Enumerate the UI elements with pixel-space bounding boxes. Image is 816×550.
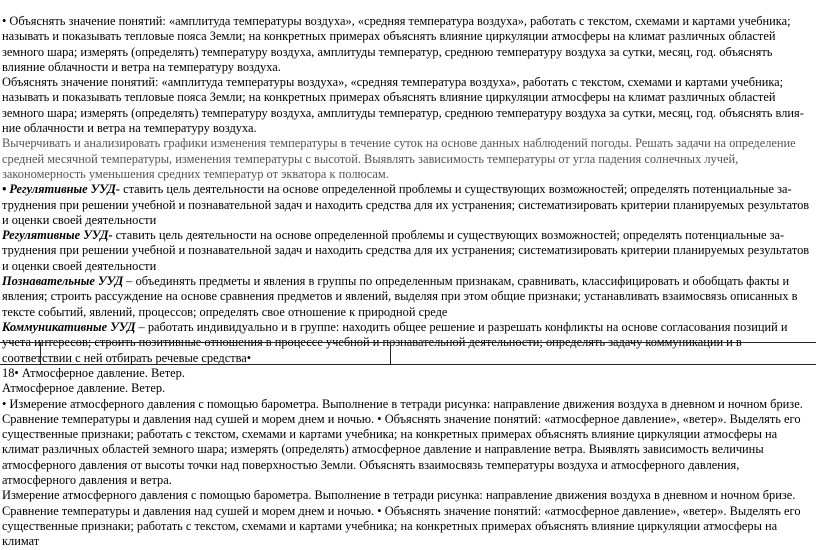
table-cell-border bbox=[40, 342, 41, 364]
cognitive-uud bbox=[0, 274, 816, 320]
objectives-paragraph: • Объяснять значение понятий: «амплитуда температуры воздуха», «средняя температура воздуха», работать с текстом, схемами и картами учебника; называть и показывать тепловые пояса Земли; на конкретных примерах объяснять влияние циркуляции атмосферы на климат различных областей земного шара; измерять (определять) температуру воздуха, амплитуды температур, среднюю температуру воздуха за сутки, месяц, год. объяснять влияние облачности и ветра на температуру воздуха. bbox=[2, 14, 791, 74]
regulative-uud-label-2: Регулятивные УУД- bbox=[2, 228, 113, 243]
communicative-uud-text: – работать индивидуально и в группе: находить общее решение и разрешать конфликты на основе согласования позиций и учета интересов; строить позитивные отношения в процессе учебной и познавательной деятельности; определять задачу коммуникации и в соответствии с ней отбирать речевые средства• bbox=[2, 319, 788, 365]
table-row-divider bbox=[0, 342, 816, 364]
lesson-topic: Атмосферное давление. Ветер. bbox=[21, 366, 185, 380]
table-cell-border bbox=[390, 342, 391, 364]
lesson-topic-repeat: Атмосферное давление. Ветер. bbox=[2, 381, 166, 396]
lesson-heading bbox=[0, 366, 816, 381]
lesson-18-block bbox=[0, 366, 816, 550]
table-border-top bbox=[0, 342, 816, 343]
regulative-uud-text-2: ставить цель деятельности на основе определенной проблемы и существующих возможностей; определять потенциальные за-труднения при решении учебной и познавательной задач и находить средства для их устранения; систематизировать критерии планируемых результатов и оценки своей деятельности bbox=[2, 228, 810, 273]
lesson-content-paragraph-repeat: Измерение атмосферного давления с помощью барометра. Выполнение в тетради рисунка: направление движения воздуха в дневном и ночном бризе. Сравнение температуры и давления над сушей и морем днем и ночью. • Объяснять значение понятий: «атмосферное давление», «ветер». Выделять его существенные признаки; работать с текстом, схемами и картами учебника; на конкретных примерах объяснять влияние циркуляции атмосферы на климат bbox=[2, 488, 801, 549]
regulative-uud bbox=[0, 228, 816, 274]
lesson-number: 18• bbox=[2, 366, 22, 380]
table-border-bottom bbox=[0, 364, 816, 365]
regulative-uud-bullet bbox=[0, 182, 816, 228]
cognitive-uud-text: – объединять предметы и явления в группы по определенным признакам, сравнивать, классифицировать и обобщать факты и явления; строить рассуждение на основе сравнения предметов и явлений, выделяя при этом общие признаки; устанавливать взаимосвязь описанных в тексте событий, явлений, процессов; определять свое отношение к природной среде bbox=[2, 274, 798, 319]
activities-paragraph: Вычерчивать и анализировать графики изменения температуры в течение суток на основе данных наблюдений погоды. Решать задачи на определение средней месячной температуры, изменения температуры с высотой. Выявлять зависимость температуры от угла падения солнечных лучей, закономерность уменьшения средних температур от экватора к полюсам. bbox=[2, 136, 796, 181]
lesson-content-paragraph: • Измерение атмосферного давления с помощью барометра. Выполнение в тетради рисунка: направление движения воздуха в дневном и ночном бризе. Сравнение температуры и давления над сушей и морем днем и ночью. • Объяснять значение понятий: «атмосферное давление», «ветер». Выделять его существенные признаки; работать с текстом, схемами и картами учебника; на конкретных примерах объяснять влияние циркуляции атмосферы на климат различных областей земного шара; измерять (определять) атмосферное давление и направление ветра. Выявлять зависимость величины атмосферного давления от высоты точки над поверхностью Земли. Объяснять взаимосвязь температуры воздуха и атмосферного давления, атмосферного давления и ветра. bbox=[2, 396, 803, 488]
lesson-17-block bbox=[0, 14, 816, 366]
objectives-paragraph-repeat: Объяснять значение понятий: «амплитуда температуры воздуха», «средняя температура воздуха», работать с текстом, схемами и картами учебника; называть и показывать тепловые пояса Земли; на конкретных примерах объяснять влияние циркуляции атмосферы на климат различных областей земного шара; измерять (определять) температуру воздуха, амплитуды температур, среднюю температуру воздуха за сутки, месяц, год. объяснять влия-ние облачности и ветра на температуру воздуха. bbox=[2, 75, 804, 136]
communicative-uud-label: Коммуникативные УУД bbox=[2, 319, 136, 334]
regulative-uud-text: ставить цель деятельности на основе определенной проблемы и существующих возможностей; определять потенциальные за-труднения при решении учебной и познавательной задач и находить средства для их устранения; систематизировать критерии планируемых результатов и оценки своей деятельности bbox=[2, 182, 810, 227]
regulative-uud-label: • Регулятивные УУД- bbox=[2, 182, 121, 197]
cognitive-uud-label: Познавательные УУД bbox=[2, 274, 124, 289]
